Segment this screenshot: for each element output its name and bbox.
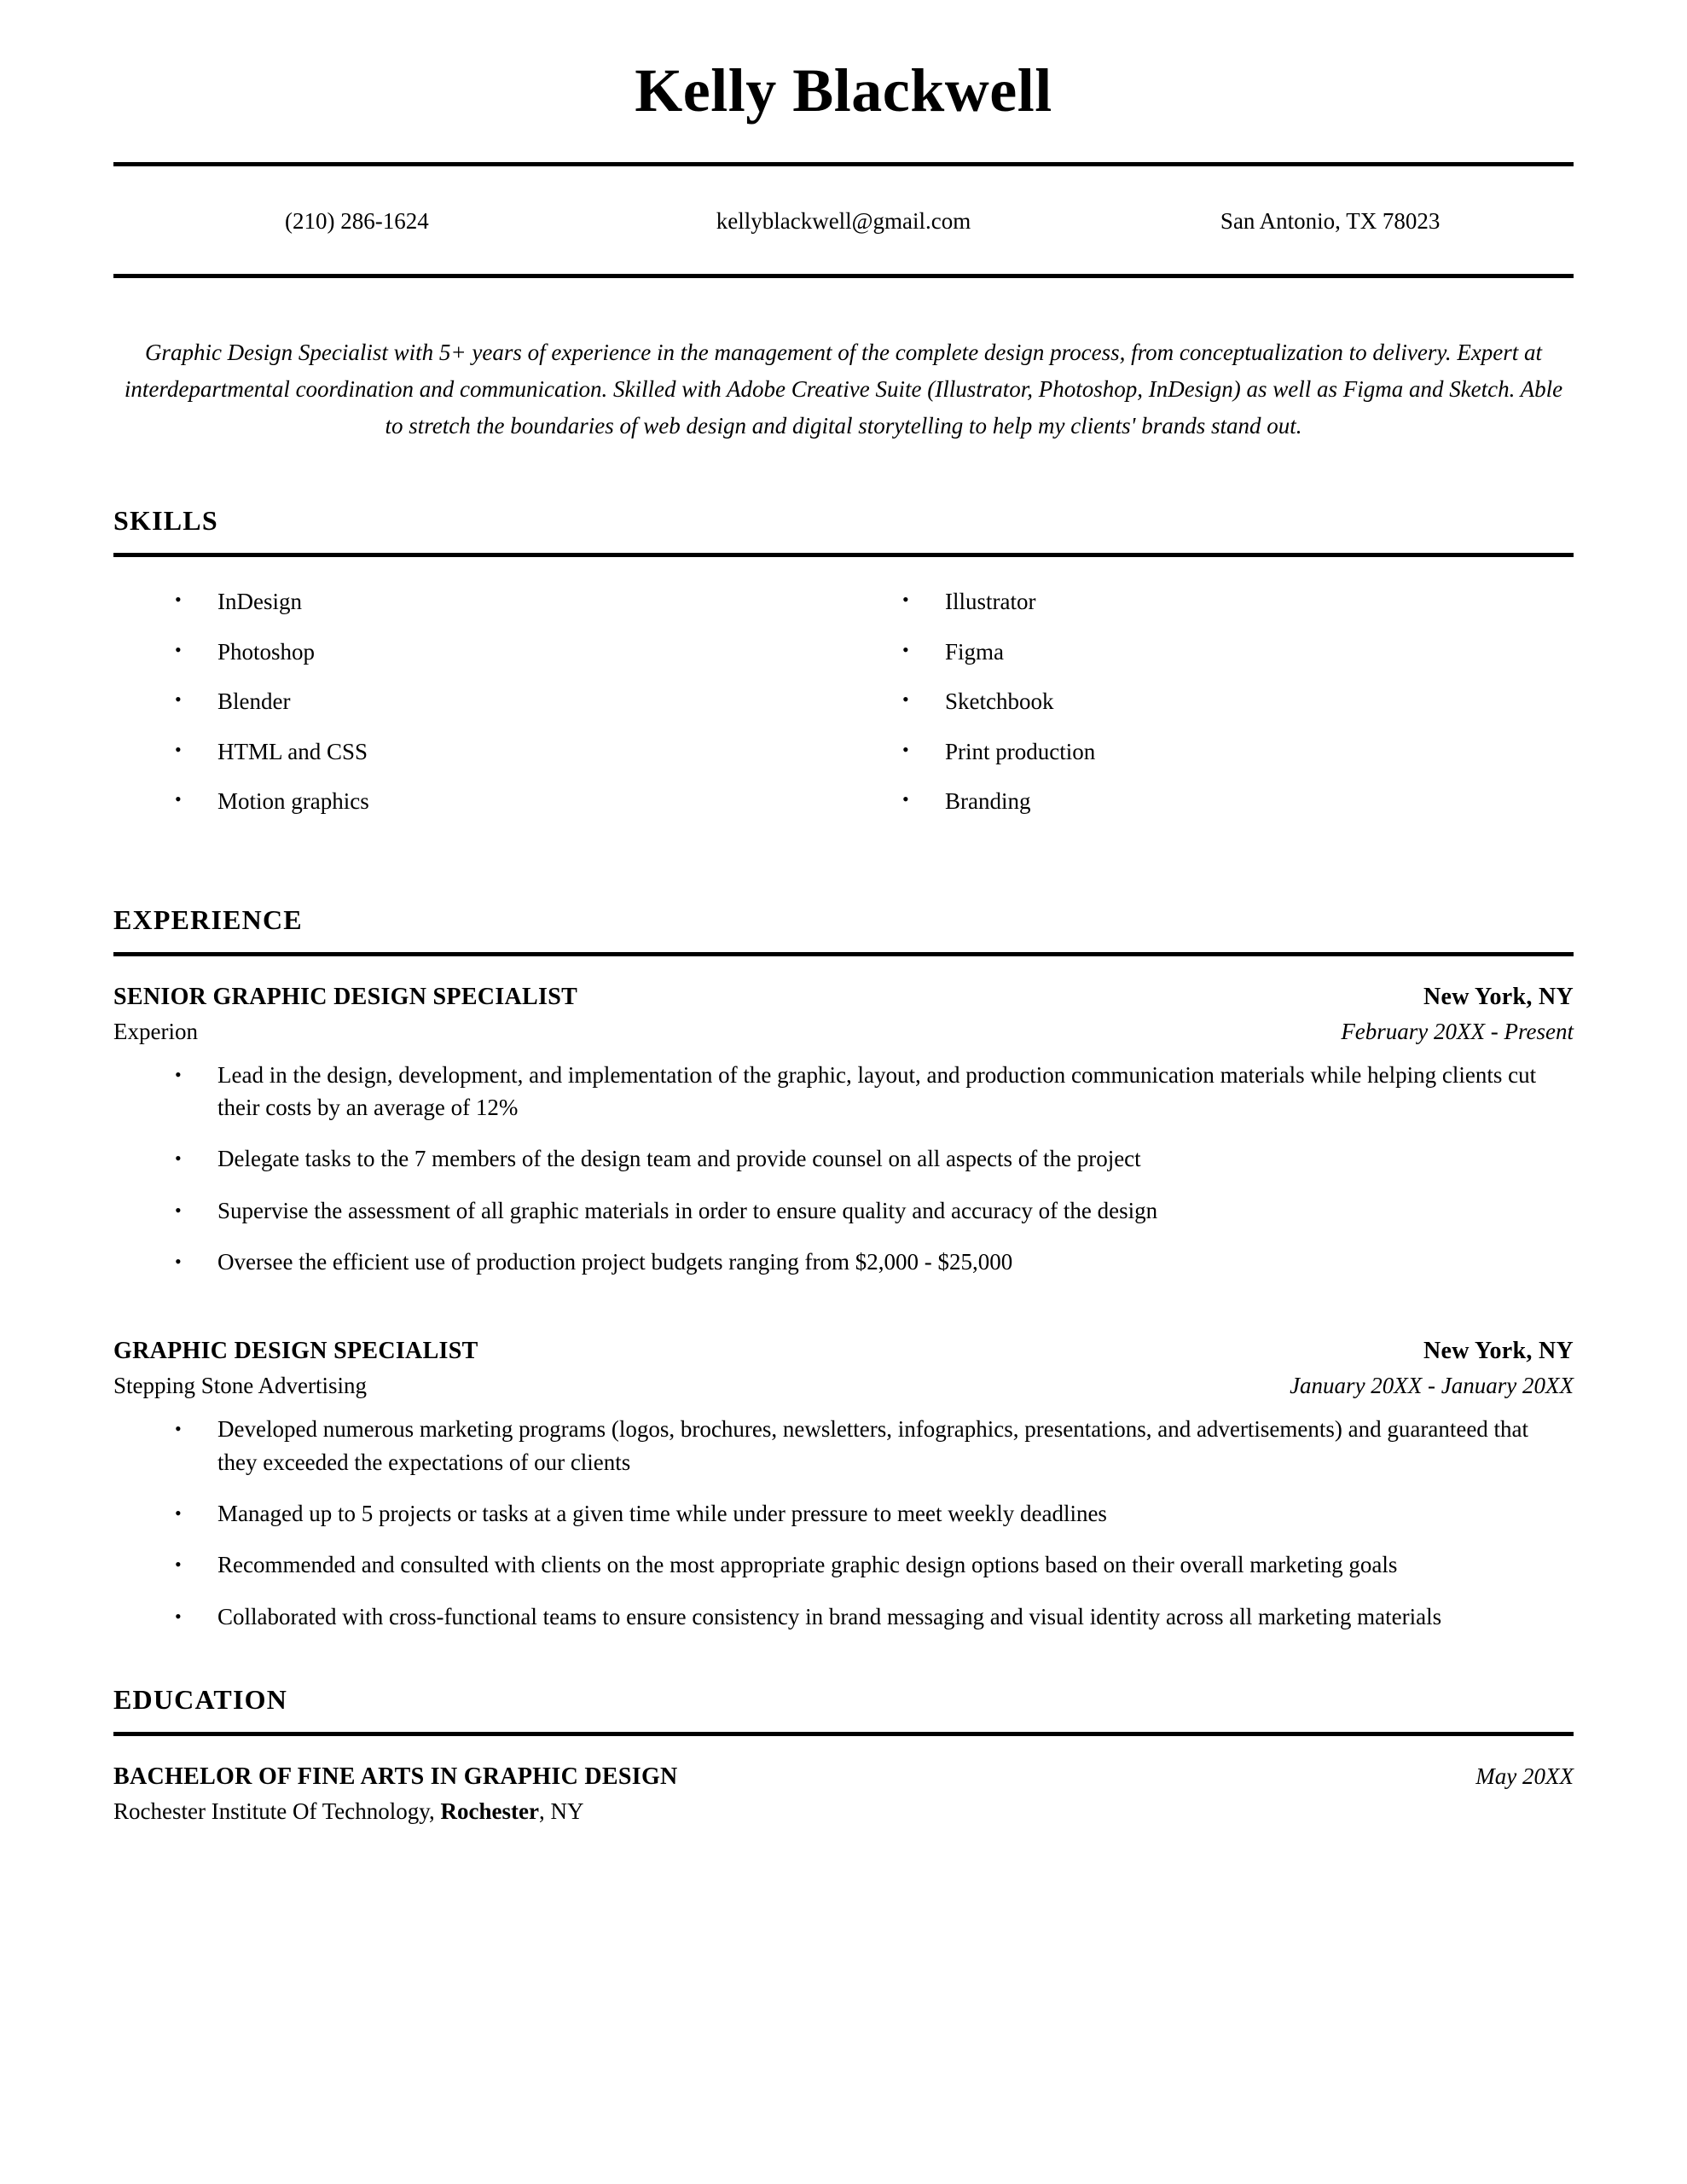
education-date: May 20XX	[1475, 1763, 1574, 1790]
list-item: • Motion graphics	[113, 786, 841, 816]
list-item: • Oversee the efficient use of production project budgets ranging from $2,000 - $25,000	[113, 1246, 1574, 1278]
resume-header	[113, 0, 1574, 278]
experience-section	[113, 903, 1574, 1633]
education-entry	[113, 1736, 1574, 1827]
job-location: New York, NY	[1423, 1338, 1574, 1365]
job-responsibilities	[113, 1401, 1574, 1633]
skills-section	[113, 507, 1574, 835]
experience-entry-subheader	[113, 1012, 1574, 1047]
experience-entry-header	[113, 1336, 1574, 1366]
list-item: • Collaborated with cross-functional teams to ensure consistency in brand messaging and visual identity across all marketing materials	[113, 1600, 1574, 1633]
list-item: • Photoshop	[113, 636, 841, 667]
job-company: Stepping Stone Advertising	[113, 1373, 367, 1399]
list-item: • Recommended and consulted with clients on the most appropriate graphic design options based on their overall marketing goals	[113, 1548, 1574, 1581]
skills-section-title: SKILLS	[113, 505, 218, 537]
education-section-title: EDUCATION	[113, 1684, 288, 1716]
candidate-name: Kelly Blackwell	[635, 56, 1052, 125]
experience-section-title: EXPERIENCE	[113, 903, 303, 935]
list-item: • Figma	[841, 636, 1568, 667]
skills-column-right	[841, 586, 1568, 835]
list-item: • Developed numerous marketing programs (logos, brochures, newsletters, infographics, presentations, and advertisements) and guaranteed that they exceeded the expectations of our clients	[113, 1413, 1574, 1478]
list-item: • Print production	[841, 736, 1568, 767]
list-item: • Delegate tasks to the 7 members of the design team and provide counsel on all aspects of the project	[113, 1142, 1574, 1175]
education-school-state: , NY	[538, 1798, 584, 1825]
experience-entry-header	[113, 982, 1574, 1012]
experience-entry-subheader	[113, 1366, 1574, 1401]
resume-content	[113, 0, 1574, 1827]
skills-list-right	[841, 586, 1568, 816]
list-item: • Lead in the design, development, and implementation of the graphic, layout, and production communication materials while helping clients cut their costs by an average of 12%	[113, 1059, 1574, 1124]
education-entry-header	[113, 1762, 1574, 1792]
education-school-name: Rochester Institute Of Technology,	[113, 1798, 441, 1825]
list-item: • Managed up to 5 projects or tasks at a given time while under pressure to meet weekly deadlines	[113, 1497, 1574, 1530]
contact-location: San Antonio, TX 78023	[1220, 208, 1441, 234]
skills-columns	[113, 557, 1574, 835]
list-item: • Illustrator	[841, 586, 1568, 617]
job-location: New York, NY	[1423, 983, 1574, 1010]
list-item: • HTML and CSS	[113, 736, 841, 767]
list-item: • Blender	[113, 686, 841, 717]
contact-email: kellyblackwell@gmail.com	[716, 208, 971, 234]
education-school	[113, 1792, 1574, 1827]
education-degree: BACHELOR OF FINE ARTS IN GRAPHIC DESIGN	[113, 1763, 678, 1791]
contact-row	[113, 166, 1574, 274]
experience-entry	[113, 956, 1574, 1279]
job-title: SENIOR GRAPHIC DESIGN SPECIALIST	[113, 983, 578, 1010]
experience-entry	[113, 1297, 1574, 1633]
list-item: • Sketchbook	[841, 686, 1568, 717]
professional-summary: Graphic Design Specialist with 5+ years of experience in the management of the complete design process, from conceptualization to delivery. Expert at interdepartmental coordination and communication. Skilled with Adobe Creative Suite (Illustrator, Photoshop, InDesign) as well as Figma and Sketch. Able to stretch the boundaries of web design and digital storytelling to help my clients' brands stand out.	[124, 340, 1563, 439]
list-item: • Branding	[841, 786, 1568, 816]
education-school-city: Rochester	[440, 1798, 539, 1825]
contact-phone: (210) 286-1624	[284, 208, 429, 234]
job-title: GRAPHIC DESIGN SPECIALIST	[113, 1338, 478, 1365]
list-item: • Supervise the assessment of all graphic materials in order to ensure quality and accuracy of the design	[113, 1194, 1574, 1227]
list-item: • InDesign	[113, 586, 841, 617]
job-dates: January 20XX - January 20XX	[1290, 1373, 1574, 1399]
job-responsibilities	[113, 1047, 1574, 1279]
skills-list-left	[113, 586, 841, 816]
job-company: Experion	[113, 1018, 198, 1044]
skills-column-left	[113, 586, 841, 835]
job-dates: February 20XX - Present	[1341, 1018, 1574, 1044]
education-section	[113, 1686, 1574, 1827]
